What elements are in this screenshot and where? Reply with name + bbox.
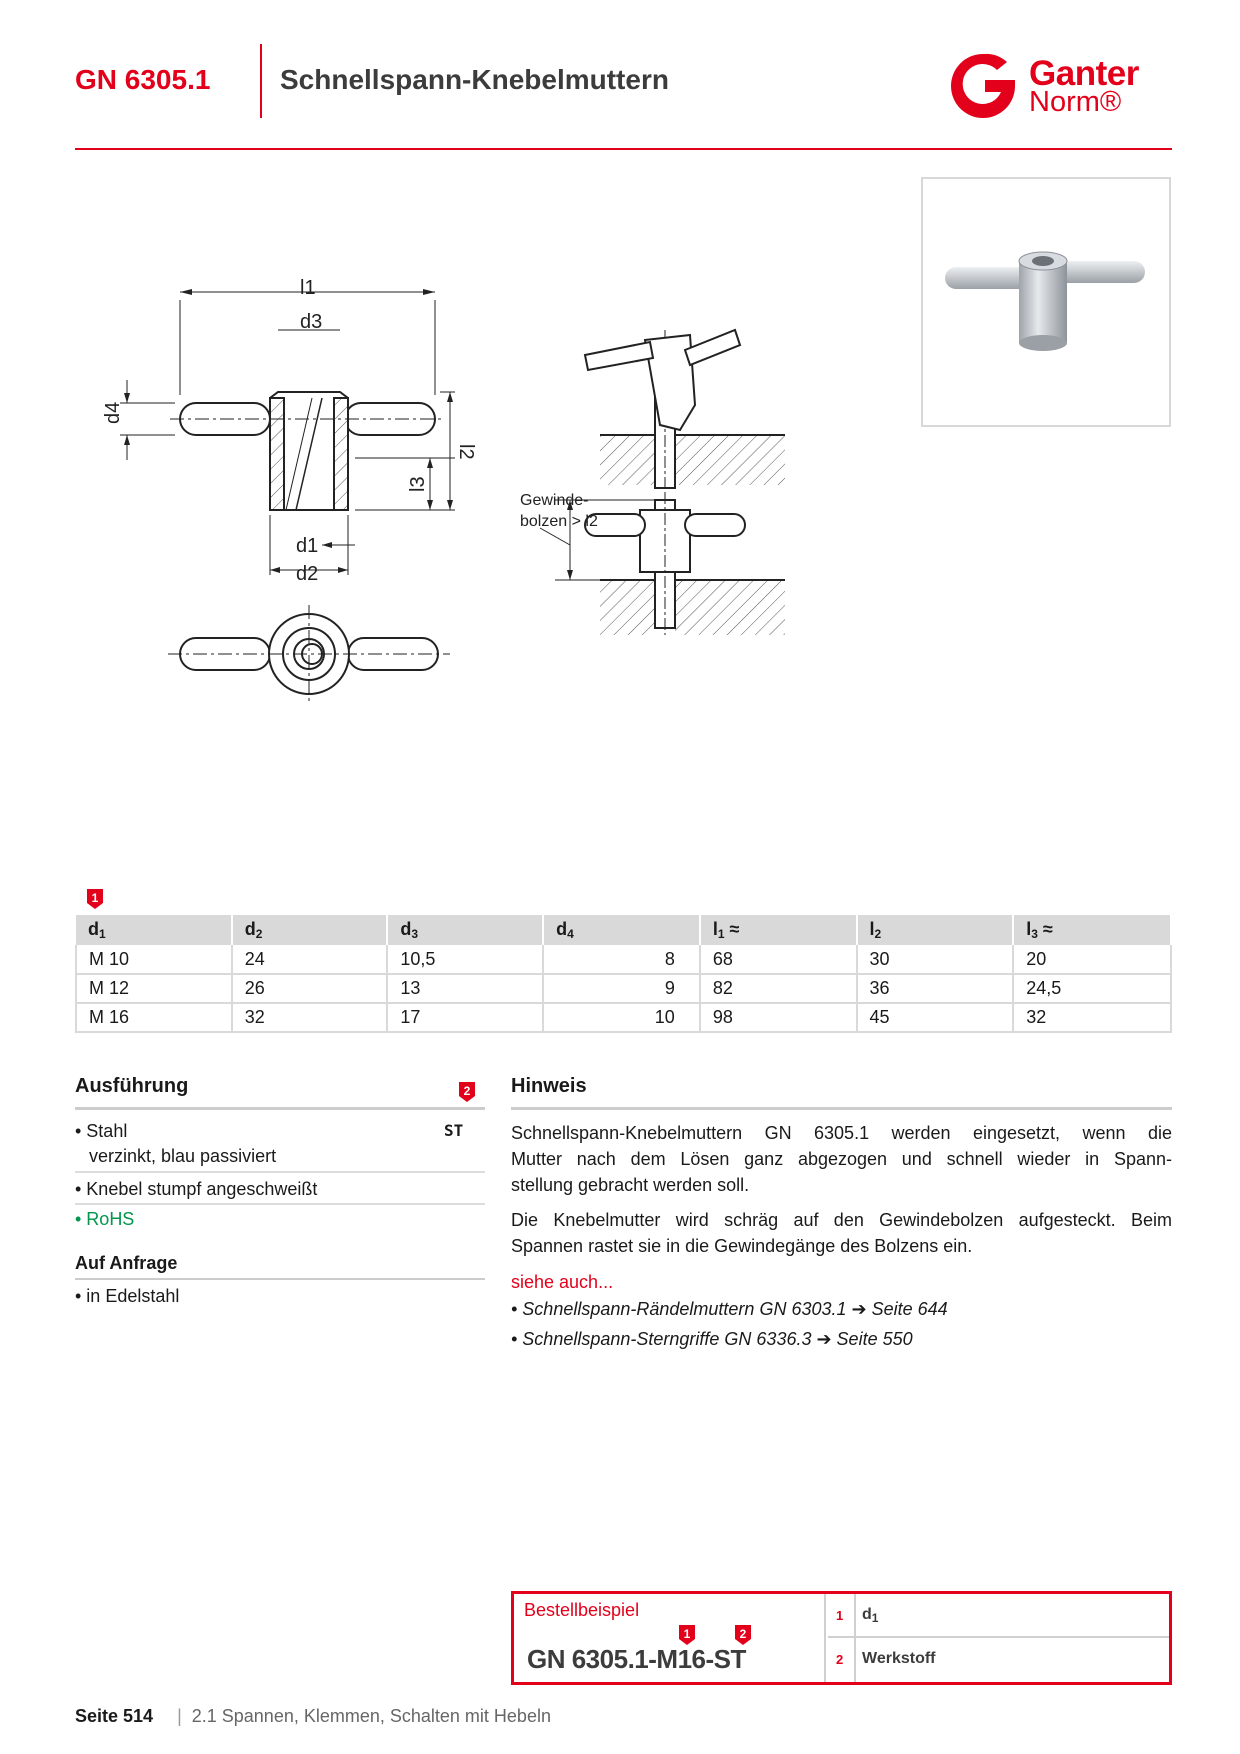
material-steel: • Stahl [75, 1121, 128, 1141]
table-row [76, 1003, 1171, 1032]
svg-text:1: 1 [683, 1627, 691, 1641]
link-sterngriffe[interactable]: • Schnellspann-Sterngriffe GN 6336.3 ➔ Seite 550 [511, 1329, 913, 1349]
ausfuehrung-title: Ausführung [75, 1075, 189, 1097]
mounting-view-tilted [585, 330, 785, 495]
technical-drawing [100, 277, 860, 720]
table-cell: 24 [232, 945, 388, 974]
marker-2-icon [734, 1624, 752, 1646]
footer-separator: | [177, 1706, 182, 1726]
hinweis-para1-line2: Mutter nach dem Lösen ganz abgezogen und schnell wieder in Spann- [511, 1149, 1172, 1169]
hinweis-title: Hinweis [511, 1075, 587, 1097]
table-cell: 20 [1013, 945, 1171, 974]
breadcrumb: 2.1 Spannen, Klemmen, Schalten mit Hebeln [191, 1706, 551, 1726]
note-gewindebolzen-2: bolzen > l2 [520, 513, 598, 530]
order-row-sep [854, 1594, 856, 1638]
hinweis-para1-line3: stellung gebracht werden soll. [511, 1175, 750, 1195]
col-d4: $d_4$ [543, 915, 700, 945]
auf-anfrage-title: Auf Anfrage [75, 1253, 178, 1273]
table-cell: 82 [700, 974, 857, 1003]
dimension-table [75, 915, 1172, 1033]
label-d3: d3 [300, 311, 323, 333]
table-cell: 98 [700, 1003, 857, 1032]
col-d1: $d_1$ [76, 915, 232, 945]
order-row-sep [854, 1638, 856, 1682]
link-raendelmuttern[interactable]: • Schnellspann-Rändelmuttern GN 6303.1 ➔ Seite 644 [511, 1299, 948, 1319]
page-number: Seite 514 [75, 1706, 154, 1726]
col-l3: $l_3$ ≈ [1013, 915, 1171, 945]
table-row [76, 974, 1171, 1003]
ganter-logo-icon [945, 50, 1021, 120]
table-cell: 45 [857, 1003, 1014, 1032]
marker-1-icon [86, 888, 104, 910]
page-title: Schnellspann-Knebelmuttern [280, 64, 669, 95]
table-cell: M 16 [76, 1003, 232, 1032]
order-row-key: Werkstoff [862, 1650, 936, 1667]
ausfuehrung-marker [458, 1081, 476, 1108]
page-header [75, 44, 1172, 150]
table-cell: 17 [387, 1003, 543, 1032]
header-rule [75, 148, 1172, 150]
material-code: ST [444, 1121, 464, 1140]
table-cell: 8 [543, 945, 700, 974]
label-d2: d2 [296, 563, 319, 585]
table-cell: 32 [1013, 1003, 1171, 1032]
order-row-key: $d_1$ [862, 1606, 879, 1625]
note-gewindebolzen-1: Gewinde- [520, 492, 589, 509]
order-example-left [514, 1594, 826, 1682]
hinweis-para2-line2: Spannen rastet sie in die Gewindegänge des Bolzens ein. [511, 1236, 973, 1256]
marker-2-icon [458, 1081, 476, 1103]
hinweis-rule [511, 1107, 1172, 1110]
col-d2: $d_2$ [232, 915, 388, 945]
svg-text:2: 2 [463, 1084, 471, 1098]
order-row-number: 2 [836, 1652, 844, 1667]
brand-name: Ganter [1029, 54, 1139, 93]
ausfuehrung-rule [75, 1107, 485, 1110]
stainless-option: • in Edelstahl [75, 1286, 180, 1306]
rohs-badge: • RoHS [75, 1209, 135, 1229]
marker-1-icon [678, 1624, 696, 1646]
product-photo [921, 177, 1171, 427]
table-cell: 10 [543, 1003, 700, 1032]
hinweis-para1-line1: Schnellspann-Knebelmuttern GN 6305.1 werden eingesetzt, wenn die [511, 1123, 1172, 1143]
brand-logo [945, 50, 1175, 120]
table-row [76, 945, 1171, 974]
table-cell: 36 [857, 974, 1014, 1003]
label-l3: l3 [407, 476, 429, 492]
table-cell: 68 [700, 945, 857, 974]
order-row-1 [828, 1594, 1169, 1638]
order-code: GN 6305.1-M16-ST [527, 1644, 746, 1674]
table-header-row [76, 915, 1171, 945]
knebelmutter-photo-icon [923, 179, 1169, 425]
list-divider [75, 1171, 485, 1173]
order-example-box [511, 1591, 1172, 1685]
table-cell: 26 [232, 974, 388, 1003]
table-cell: 32 [232, 1003, 388, 1032]
table-cell: M 12 [76, 974, 232, 1003]
col-l2: $l_2$ [857, 915, 1014, 945]
top-view [168, 605, 450, 705]
page-footer [75, 1706, 551, 1727]
table-cell: 9 [543, 974, 700, 1003]
order-row-number: 1 [836, 1608, 844, 1623]
col-d3: $d_3$ [387, 915, 543, 945]
product-code: GN 6305.1 [75, 64, 211, 95]
label-l1: l1 [300, 277, 316, 299]
header-divider [260, 44, 262, 118]
auf-anfrage-rule [75, 1278, 485, 1280]
knebel-welded: • Knebel stumpf angeschweißt [75, 1179, 318, 1199]
list-divider [75, 1203, 485, 1205]
svg-text:2: 2 [739, 1627, 747, 1641]
label-d1: d1 [296, 535, 319, 557]
see-also-label: siehe auch... [511, 1272, 614, 1292]
table-cell: 24,5 [1013, 974, 1171, 1003]
material-finish: verzinkt, blau passiviert [89, 1146, 277, 1166]
label-l2: l2 [455, 444, 477, 460]
order-example-label: Bestellbeispiel [524, 1600, 640, 1620]
front-view [120, 289, 455, 575]
table-cell: 30 [857, 945, 1014, 974]
col-l1: $l_1$ ≈ [700, 915, 857, 945]
table-cell: 10,5 [387, 945, 543, 974]
table-cell: M 10 [76, 945, 232, 974]
brand-subname: Norm® [1029, 86, 1122, 118]
order-row-2 [828, 1638, 1169, 1682]
table-cell: 13 [387, 974, 543, 1003]
hinweis-para2-line1: Die Knebelmutter wird schräg auf den Gewindebolzen aufgesteckt. Beim [511, 1210, 1172, 1230]
table-marker [86, 888, 104, 915]
svg-text:1: 1 [91, 891, 99, 905]
label-d4: d4 [102, 401, 124, 424]
